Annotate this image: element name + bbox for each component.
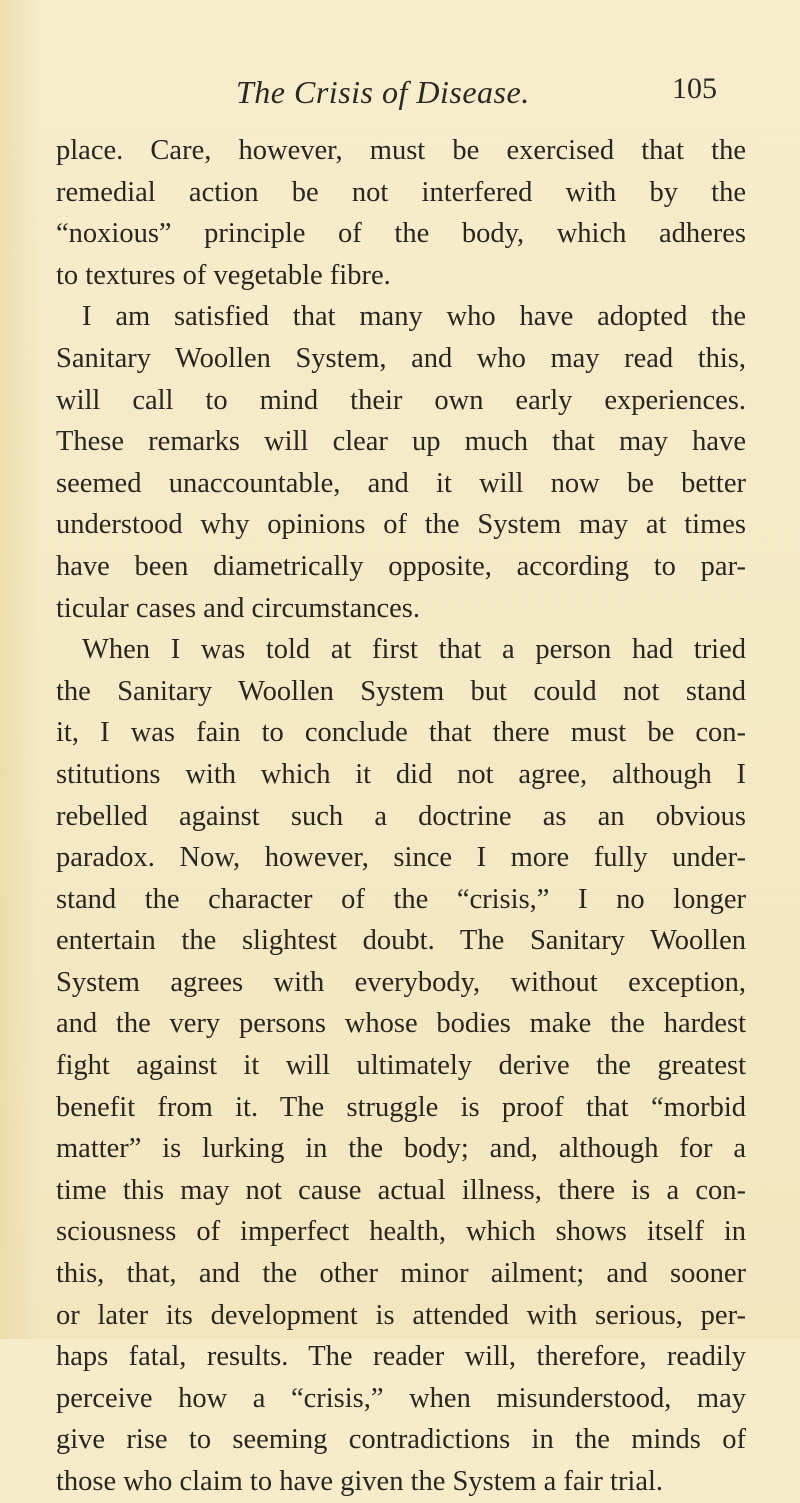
text-line: to textures of vegetable fibre.: [56, 259, 391, 291]
text-line: entertain the slightest doubt. The Sanitary Woollen: [56, 925, 746, 957]
text-line: stand the character of the “crisis,” I no longer: [56, 883, 746, 915]
text-line: paradox. Now, however, since I more fully under-: [56, 842, 746, 874]
running-head-title: The Crisis of Disease.: [236, 74, 530, 110]
text-line: will call to mind their own early experiences.: [56, 384, 746, 416]
text-line: perceive how a “crisis,” when misunderstood, may: [56, 1382, 746, 1414]
page-number: 105: [672, 72, 717, 105]
text-line: seemed unaccountable, and it will now be better: [56, 467, 746, 499]
text-line: have been diametrically opposite, according to par-: [56, 550, 746, 582]
text-line: time this may not cause actual illness, there is a con-: [56, 1174, 746, 1206]
text-line: matter” is lurking in the body; and, although for a: [56, 1133, 746, 1165]
text-line: it, I was fain to conclude that there must be con-: [56, 717, 746, 749]
text-line: place. Care, however, must be exercised that the: [56, 135, 746, 166]
text-line: or later its development is attended with serious, per-: [56, 1299, 746, 1331]
text-line: remedial action be not interfered with by the: [56, 176, 746, 208]
text-line: Sanitary Woollen System, and who may read this,: [56, 342, 746, 374]
text-line: “noxious” principle of the body, which adheres: [56, 218, 746, 250]
text-line: I am satisfied that many who have adopted the: [82, 301, 746, 333]
text-line: and the very persons whose bodies make the hardest: [56, 1008, 746, 1040]
body-text: [56, 130, 746, 1503]
text-line: the Sanitary Woollen System but could not stand: [56, 675, 746, 707]
text-line: understood why opinions of the System may at times: [56, 509, 746, 541]
text-line: stitutions with which it did not agree, although I: [56, 758, 746, 790]
text-line: fight against it will ultimately derive the greatest: [56, 1050, 746, 1082]
text-line: sciousness of imperfect health, which shows itself in: [56, 1216, 746, 1248]
text-line: rebelled against such a doctrine as an obvious: [56, 800, 746, 832]
text-line: benefit from it. The struggle is proof that “morbid: [56, 1091, 746, 1123]
text-line: give rise to seeming contradictions in the minds of: [56, 1424, 746, 1456]
running-head: [0, 70, 800, 120]
text-line: this, that, and the other minor ailment; and sooner: [56, 1258, 746, 1290]
text-line: When I was told at first that a person had tried: [82, 634, 746, 666]
text-line: These remarks will clear up much that may have: [56, 426, 746, 458]
text-line: haps fatal, results. The reader will, therefore, readily: [56, 1341, 746, 1373]
text-line: System agrees with everybody, without exception,: [56, 966, 746, 998]
text-line: ticular cases and circumstances.: [56, 592, 421, 624]
text-line: those who claim to have given the System a fair trial.: [56, 1466, 664, 1497]
